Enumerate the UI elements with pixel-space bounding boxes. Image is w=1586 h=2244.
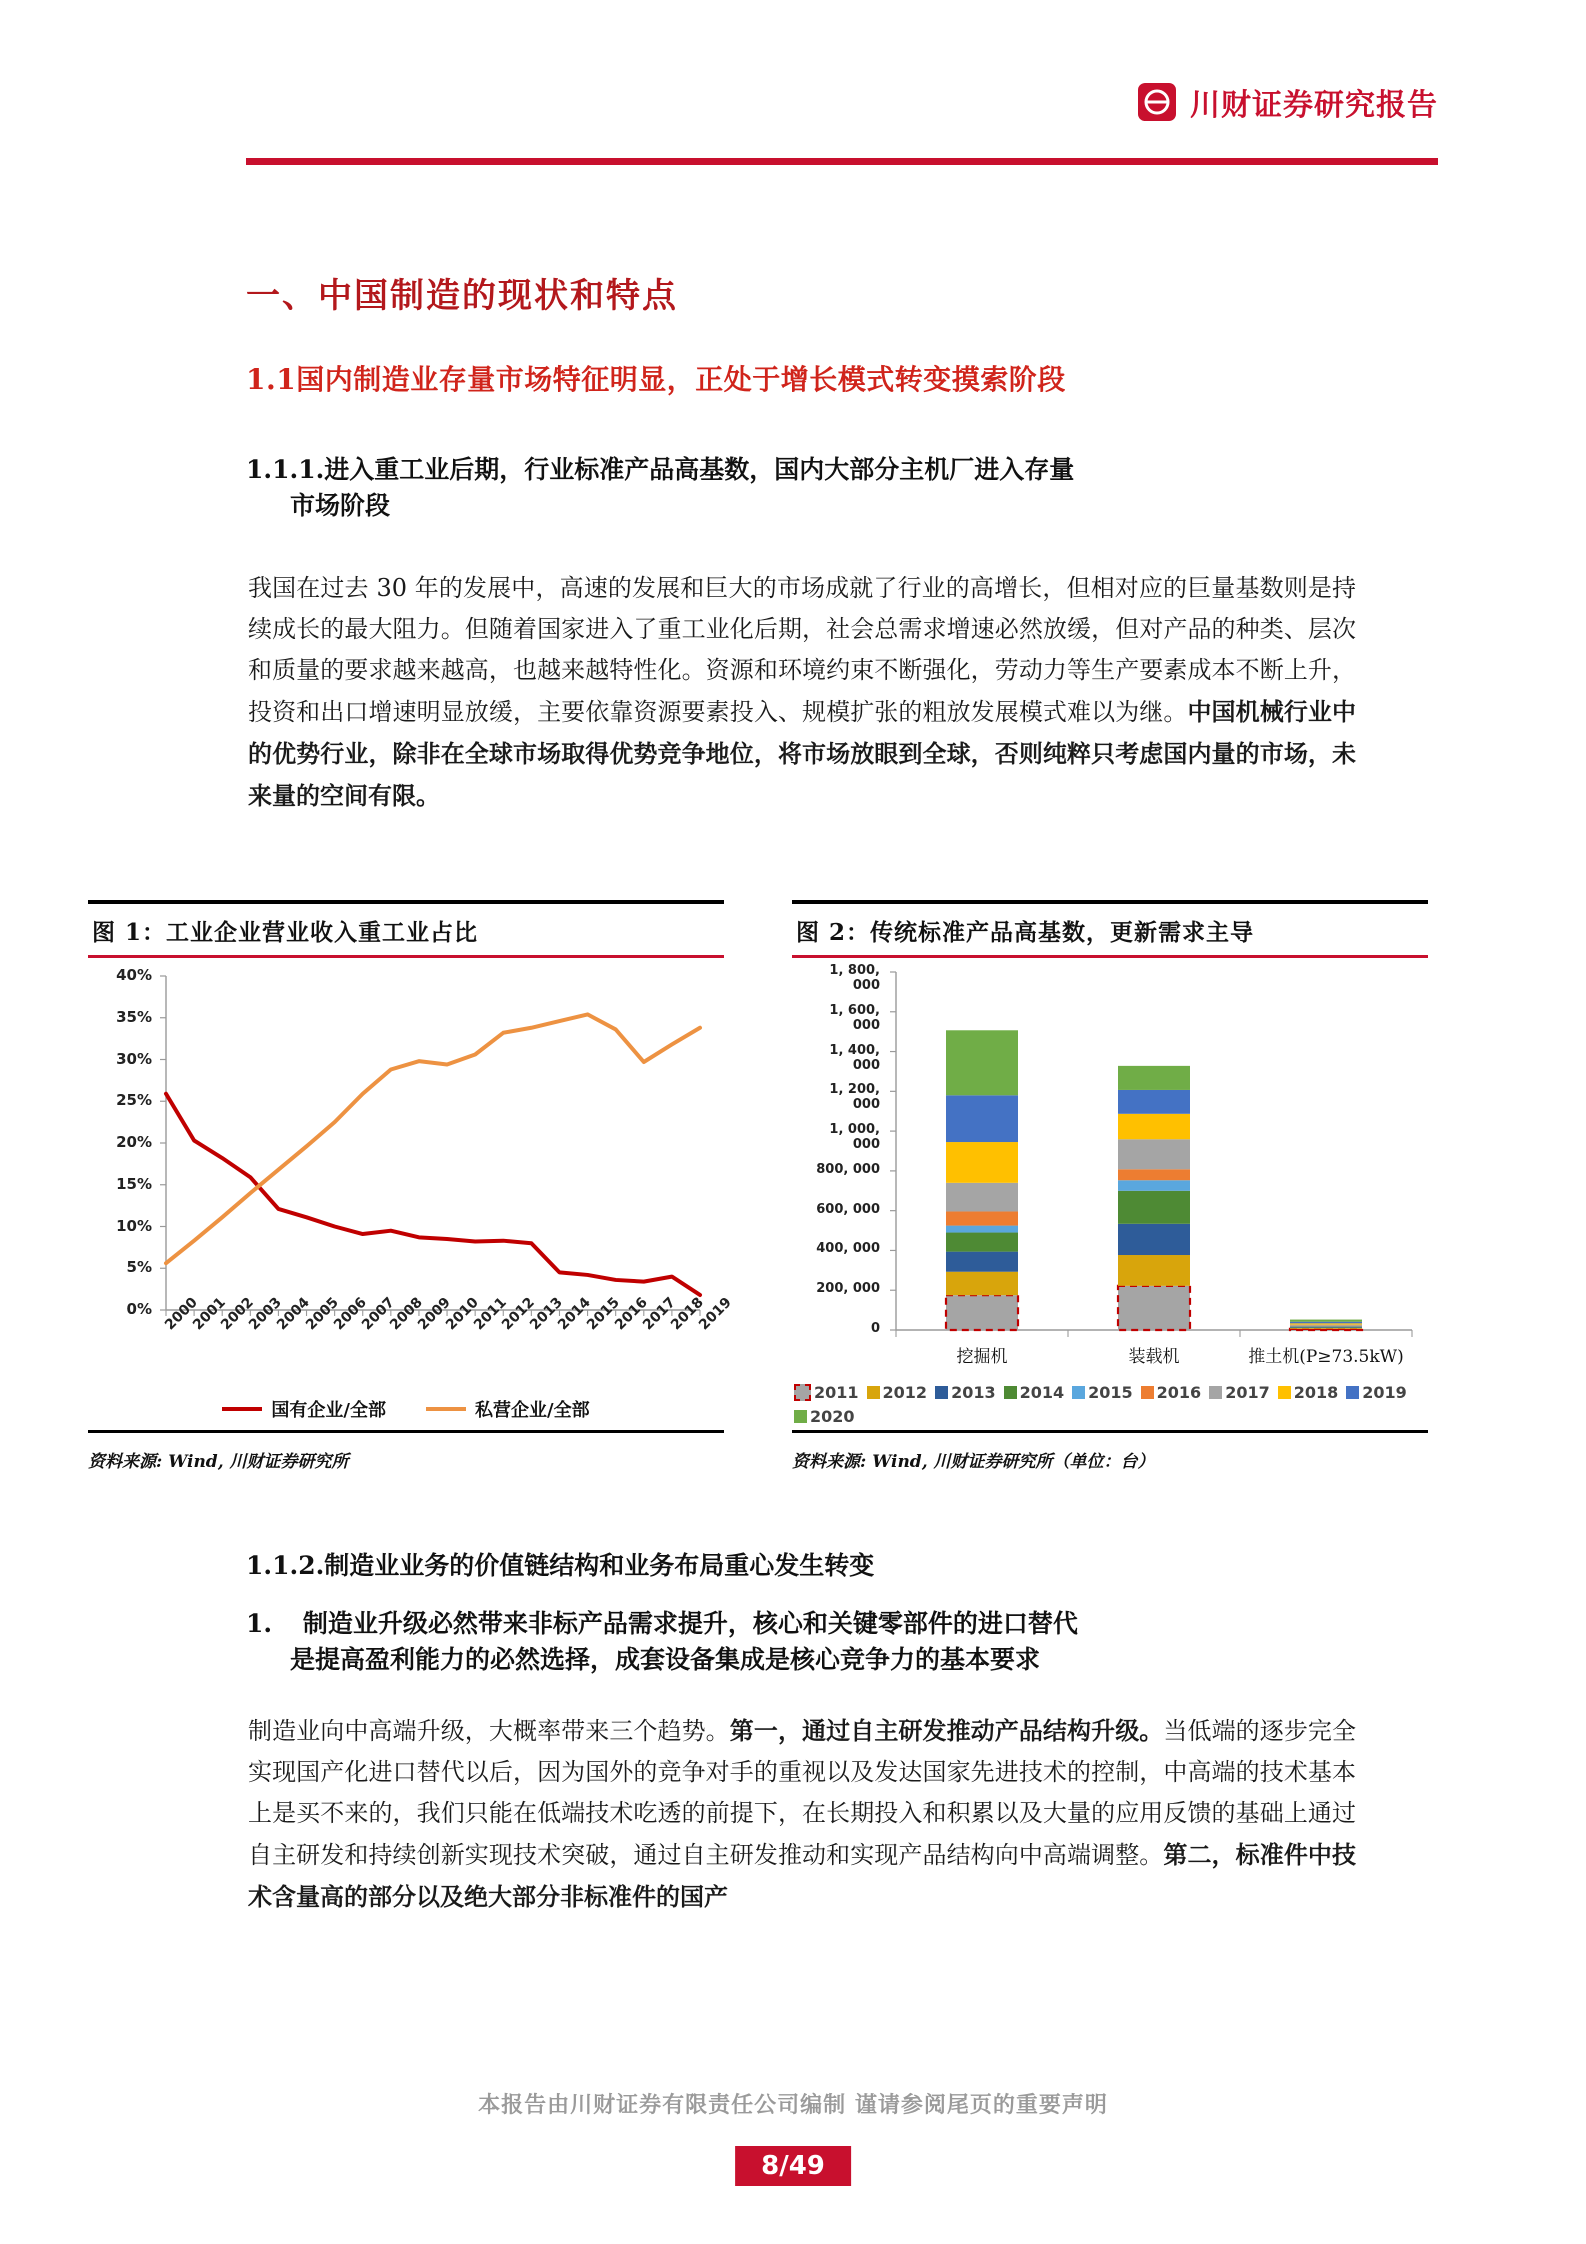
legend-color-swatch [1346, 1386, 1359, 1399]
bar-chart-legend-item [1141, 1383, 1202, 1402]
bar-segment-highlight-outline [1290, 1329, 1362, 1330]
bar-chart-y-tick: 1, 400, 000 [829, 1042, 880, 1073]
line-chart-x-tick: 2006 [330, 1294, 370, 1334]
legend-series-label: 2011 [814, 1383, 859, 1402]
bar-segment [1118, 1191, 1190, 1224]
legend-color-swatch [1072, 1386, 1085, 1399]
subsection-1-1-2-label: 1.1.2.制造业业务的价值链结构和业务布局重心发生转变 [246, 1551, 875, 1580]
bar-segment [1290, 1323, 1362, 1324]
legend-series-label: 2014 [1019, 1383, 1065, 1402]
line-chart-x-tick: 2002 [218, 1294, 258, 1334]
legend-color-swatch [1278, 1386, 1291, 1399]
paragraph-2-emphasis-second: 第二，标准件中技术含量高的部分以及绝大部分非标准件的国产 [248, 1840, 1356, 1911]
section-heading-1-1: 1.1国内制造业存量市场特征明显，正处于增长模式转变摸索阶段 [246, 363, 1066, 396]
bar-segment [1118, 1169, 1190, 1180]
legend-series-label: 2018 [1293, 1383, 1339, 1402]
numbered-point-1-number: 1. [246, 1609, 273, 1638]
bar-segment [946, 1226, 1018, 1233]
line-chart-y-tick: 15% [116, 1174, 152, 1193]
bar-segment [946, 1233, 1018, 1252]
line-chart [88, 958, 735, 1428]
subsection-heading-1-1-1 [246, 452, 1356, 525]
legend-series-label: 国有企业/全部 [271, 1400, 386, 1421]
figure-1-caption: 图 1：工业企业营业收入重工业占比 [92, 919, 479, 946]
bar-segment [1118, 1139, 1190, 1169]
bar-chart-legend-item [1209, 1383, 1270, 1402]
stacked-bar-chart [792, 958, 1428, 1428]
bar-segment [1118, 1090, 1190, 1114]
figure-2 [792, 900, 1428, 1472]
brand-title: 川财证券研究报告 [1190, 88, 1438, 123]
legend-color-swatch [222, 1407, 262, 1411]
bar-segment [1118, 1114, 1190, 1139]
bar-segment [1118, 1286, 1190, 1330]
line-chart-legend-item [426, 1396, 590, 1422]
numbered-point-1 [246, 1606, 1356, 1679]
figure-2-plot-area [792, 958, 1428, 1428]
numbered-point-1-line2: 是提高盈利能力的必然选择，成套设备集成是核心竞争力的基本要求 [290, 1645, 1041, 1675]
legend-color-swatch [794, 1410, 807, 1423]
bar-segment [1290, 1325, 1362, 1326]
circle-arrows-logo-icon [1138, 83, 1176, 121]
legend-color-swatch [1004, 1386, 1017, 1399]
body-paragraph-2 [248, 1710, 1356, 1918]
figure-1-plot-area [88, 958, 735, 1428]
bar-segment [1290, 1322, 1362, 1324]
header-divider [246, 158, 1438, 165]
page-header [0, 74, 1586, 154]
line-chart-x-tick: 2009 [414, 1294, 454, 1334]
bar-chart-legend-item [794, 1383, 859, 1402]
line-chart-legend [88, 1396, 724, 1422]
paragraph-2-intro: 制造业向中高端升级，大概率带来三个趋势。 [248, 1717, 730, 1745]
paragraph-2-emphasis-first: 第一，通过自主研发推动产品结构升级。 [729, 1716, 1164, 1745]
bar-chart-y-tick: 800, 000 [816, 1161, 880, 1177]
line-chart-x-tick: 2016 [611, 1294, 651, 1334]
subsection-heading-line1: 1.1.1.进入重工业后期，行业标准产品高基数，国内大部分主机厂进入存量 [246, 455, 1075, 484]
bar-chart-legend-item [1278, 1383, 1339, 1402]
line-chart-y-tick: 40% [116, 966, 152, 984]
line-chart-x-tick: 2017 [639, 1294, 679, 1334]
line-chart-y-tick: 25% [116, 1091, 152, 1110]
bar-segment [946, 1295, 1018, 1330]
figure-1 [88, 900, 735, 1472]
bar-chart-y-tick: 1, 800, 000 [829, 963, 880, 993]
legend-series-label: 2016 [1156, 1383, 1202, 1402]
legend-series-label: 2017 [1225, 1383, 1270, 1402]
legend-color-swatch [426, 1407, 466, 1411]
bar-segment [946, 1252, 1018, 1272]
bar-chart-legend-item [1072, 1383, 1133, 1402]
line-chart-legend-item [222, 1396, 386, 1422]
line-chart-y-tick: 30% [116, 1049, 152, 1068]
line-chart-x-tick: 2007 [358, 1294, 398, 1334]
bar-segment [1118, 1224, 1190, 1255]
bar-chart-category-label: 推土机(P≥73.5kW) [1248, 1347, 1404, 1367]
line-chart-x-tick: 2008 [386, 1294, 426, 1334]
legend-series-label: 2020 [810, 1407, 855, 1426]
line-chart-y-tick: 10% [116, 1216, 152, 1235]
legend-series-label: 2012 [882, 1383, 928, 1402]
bar-segment [1290, 1320, 1362, 1322]
bar-chart-legend [794, 1383, 1428, 1426]
bar-segment [946, 1095, 1018, 1142]
line-chart-y-tick: 35% [116, 1007, 152, 1026]
paragraph-1-plain: 我国在过去 30 年的发展中，高速的发展和巨大的市场成就了行业的高增长，但相对应的巨量基数则是持续成长的最大阻力。但随着国家进入了重工业化后期，社会总需求增速必然放缓，但对产品的种类、层次和质量的要求越来越高，也越来越特性化。资源和环境约束不断强化，劳动力等生产要素成本不断上升，投资和出口增速明显放缓，主要依靠资源要素投入、规模扩张的粗放发展模式难以为继。 [248, 574, 1356, 726]
bar-segment [946, 1272, 1018, 1295]
bar-segment [946, 1183, 1018, 1212]
bar-segment [1118, 1255, 1190, 1286]
bar-segment [946, 1030, 1018, 1095]
line-chart-x-tick: 2014 [555, 1294, 595, 1334]
line-chart-x-tick: 2018 [667, 1294, 707, 1334]
subsection-heading-1-1-2 [246, 1548, 1356, 1584]
bar-chart-y-tick: 200, 000 [816, 1281, 880, 1297]
bar-chart-legend-item [867, 1383, 928, 1402]
figure-2-source: 资料来源: Wind, 川财证券研究所（单位：台） [792, 1452, 1155, 1472]
paragraph-2-body: 当低端的逐步完全实现国产化进口替代以后，因为国外的竞争对手的重视以及发达国家先进技术的控制，中高端的技术基本上是买不来的，我们只能在低端技术吃透的前提下，在长期投入和积累以及大量的应用反馈的基础上通过自主研发和持续创新实现技术突破，通过自主研发推动和实现产品结构向中高端调整。 [248, 1717, 1357, 1869]
bar-chart-legend-item [1004, 1383, 1065, 1402]
bar-chart-y-tick: 400, 000 [816, 1241, 880, 1257]
bar-segment [946, 1211, 1018, 1225]
line-chart-y-tick: 5% [126, 1258, 152, 1277]
legend-color-swatch [1209, 1386, 1222, 1399]
legend-color-swatch [935, 1386, 948, 1399]
legend-series-label: 私营企业/全部 [475, 1400, 590, 1421]
bar-chart-y-tick: 1, 600, 000 [829, 1002, 880, 1033]
paragraph-1-emphasis: 中国机械行业中的优势行业，除非在全球市场取得优势竞争地位，将市场放眼到全球，否则纯粹只考虑国内量的市场，未来量的空间有限。 [248, 697, 1357, 810]
line-chart-x-tick: 2015 [583, 1294, 623, 1334]
bar-chart-y-tick: 1, 200, 000 [829, 1082, 880, 1113]
figure-2-caption: 图 2：传统标准产品高基数，更新需求主导 [796, 919, 1255, 946]
legend-series-label: 2015 [1088, 1383, 1133, 1402]
legend-color-swatch [1141, 1386, 1154, 1399]
line-chart-x-tick: 2019 [696, 1294, 735, 1334]
footer-disclaimer: 本报告由川财证券有限责任公司编制 谨请参阅尾页的重要声明 [478, 2092, 1108, 2118]
numbered-point-1-line1: 制造业升级必然带来非标产品需求提升，核心和关键零部件的进口替代 [302, 1609, 1078, 1638]
bar-chart-y-tick: 0 [870, 1321, 880, 1336]
bar-chart-category-label: 挖掘机 [956, 1347, 1008, 1367]
subsection-heading-line2: 市场阶段 [290, 491, 391, 521]
line-chart-x-tick: 2003 [246, 1294, 286, 1334]
page-title: 一、中国制造的现状和特点 [246, 276, 678, 316]
line-chart-x-tick: 2005 [302, 1294, 342, 1334]
figure-1-source: 资料来源: Wind, 川财证券研究所 [88, 1452, 349, 1472]
line-chart-svg [88, 958, 724, 1428]
bar-segment [1118, 1066, 1190, 1090]
legend-color-swatch [794, 1384, 811, 1401]
body-paragraph-1 [248, 568, 1356, 817]
bar-chart-y-tick: 600, 000 [816, 1201, 880, 1217]
bar-segment [1290, 1327, 1362, 1328]
line-chart-x-tick: 2011 [471, 1294, 511, 1334]
line-chart-x-tick: 2013 [527, 1294, 567, 1334]
line-chart-x-tick: 2012 [499, 1294, 539, 1334]
line-chart-x-tick: 2001 [190, 1294, 229, 1334]
line-chart-x-tick: 2000 [162, 1294, 201, 1334]
line-chart-x-tick: 2010 [443, 1294, 482, 1334]
bar-segment [946, 1142, 1018, 1183]
bar-chart-category-label: 装载机 [1128, 1347, 1180, 1367]
bar-chart-y-tick: 1, 000, 000 [829, 1122, 880, 1153]
bar-segment [1290, 1326, 1362, 1327]
bar-chart-legend-item [935, 1383, 996, 1402]
bar-chart-legend-item [794, 1407, 855, 1426]
legend-series-label: 2013 [951, 1383, 996, 1402]
line-chart-y-tick: 0% [126, 1300, 152, 1318]
bar-segment [1290, 1328, 1362, 1329]
bar-chart-legend-item [1346, 1383, 1407, 1402]
legend-color-swatch [867, 1386, 880, 1399]
bar-segment [1118, 1180, 1190, 1191]
page-number-badge: 8/49 [735, 2146, 851, 2186]
line-chart-x-tick: 2004 [274, 1294, 314, 1334]
line-chart-y-tick: 20% [116, 1133, 152, 1151]
legend-series-label: 2019 [1362, 1383, 1407, 1402]
